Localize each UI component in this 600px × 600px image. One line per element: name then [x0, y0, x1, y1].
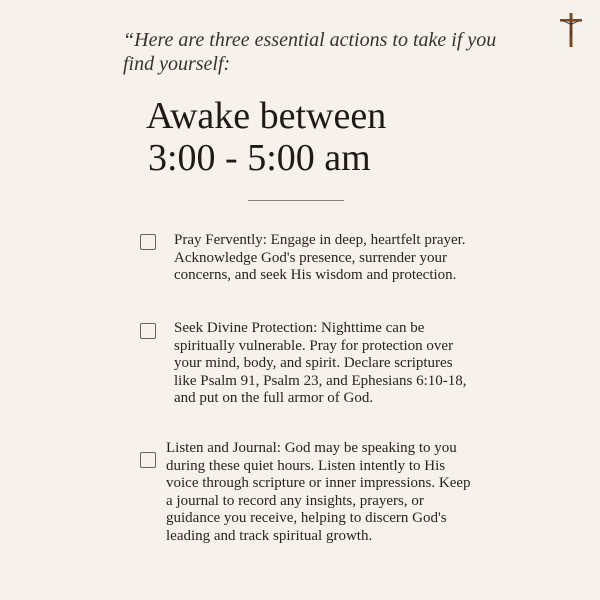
- checkbox-unchecked-icon[interactable]: [140, 452, 156, 468]
- crucifix-icon: [558, 12, 584, 48]
- title-divider: [248, 200, 344, 201]
- item-text: Seek Divine Protection: Nighttime can be spiritually vulnerable. Pray for protection over your mind, body, and spirit. Declare scriptures like Psalm 91, Psalm 23, and Ephesians 6:10-18, and put on the full armor of God.: [174, 320, 467, 406]
- checkbox-unchecked-icon[interactable]: [140, 323, 156, 339]
- title-line-2: 3:00 - 5:00 am: [148, 137, 371, 179]
- page-title: [146, 95, 466, 179]
- title-line-1: Awake between: [146, 95, 387, 137]
- item-text: Pray Fervently: Engage in deep, heartfelt prayer. Acknowledge God's presence, surrender your concerns, and seek His wisdom and protection.: [174, 232, 466, 283]
- item-text: Listen and Journal: God may be speaking to you during these quiet hours. Listen intently to His voice through scripture or inner impressions. Keep a journal to record any insights, prayers, or guidance you receive, helping to discern God's leading and track spiritual growth.: [166, 440, 471, 544]
- checkbox-unchecked-icon[interactable]: [140, 234, 156, 250]
- list-item-pray-fervently: [140, 232, 474, 285]
- list-item-listen-and-journal: [140, 440, 476, 545]
- intro-quote: “Here are three essential actions to take if you find yourself:: [123, 29, 497, 75]
- list-item-seek-divine-protection: [140, 320, 474, 408]
